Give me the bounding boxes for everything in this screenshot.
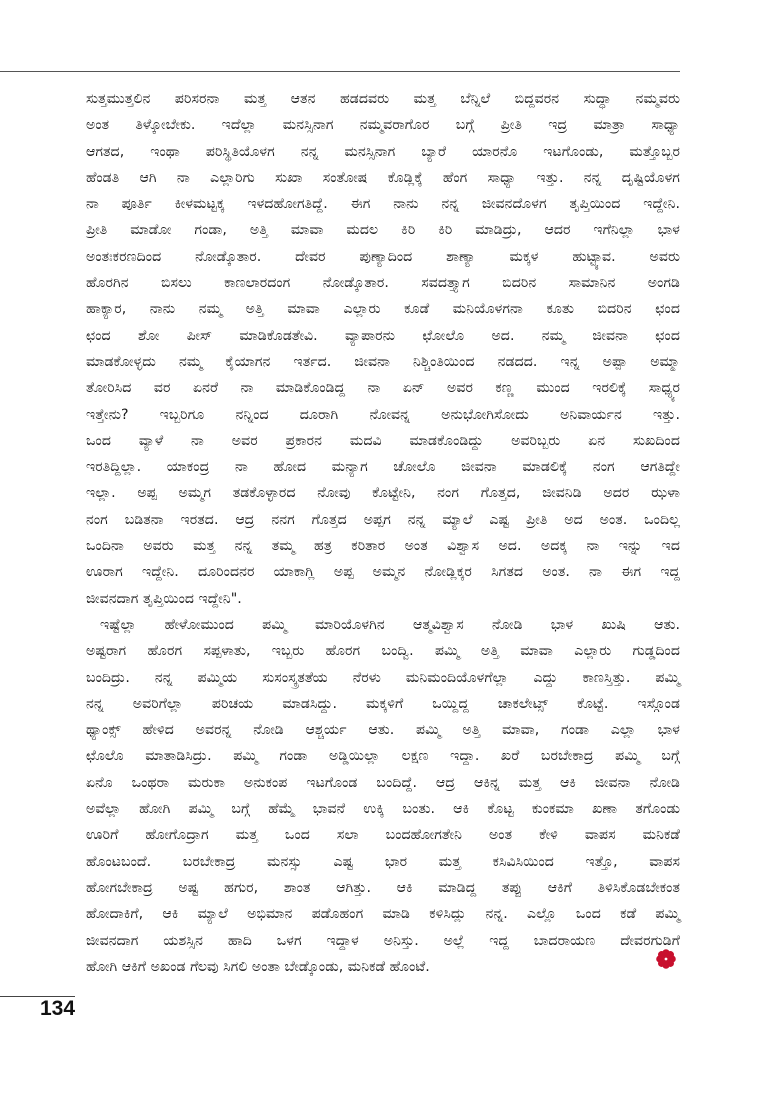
paragraph-1 [86,86,680,612]
paragraph-2 [86,612,680,980]
text-line: ಅಷ್ಟರಾಗ ಹೊರಗ ಸಪ್ಪಳಾತು, ಇಬ್ಬರು ಹೊರಗ ಬಂದ್ವಿ. ಪಮ್ಮಿ ಅತ್ತಿ ಮಾವಾ ಎಲ್ಲಾರು ಗುಡ್ಡದಿಂದ [86,643,680,660]
text-line: ನಾ ಪೂರ್ತಿ ಕೀಳಮಟ್ಟಕ್ಕ ಇಳದಹೋಗತಿದ್ದೆ. ಈಗ ನಾನು ನನ್ನ ಜೀವನದೊಳಗ ತೃಪ್ತಿಯಿಂದ ಇದ್ದೇನಿ. [86,196,680,213]
flower-ornament-icon [655,948,677,970]
text-line: ಇಷ್ಟೆಲ್ಲಾ ಹೇಳೋಮುಂದ ಪಮ್ಮಿ ಮಾರಿಯೊಳಗಿನ ಆತ್ಮವಿಶ್ವಾಸ ನೋಡಿ ಭಾಳ ಖುಷಿ ಆತು. [100,616,680,633]
page-number: 134 [40,997,76,1020]
text-line: ಸುತ್ತಮುತ್ತಲಿನ ಪರಿಸರನಾ ಮತ್ತ ಆತನ ಹಡದವರು ಮತ್ತ ಬೆನ್ನಿಲೆ ಬಿದ್ದವರನ ಸುದ್ಧಾ ನಮ್ಮವರು [86,91,680,107]
text-line: ಪ್ರೀತಿ ಮಾಡೋ ಗಂಡಾ, ಅತ್ತಿ ಮಾವಾ ಮದಲ ಕಿರಿ ಕಿರಿ ಮಾಡಿದ್ರು, ಆದರ ಇಗೆನಿಲ್ಲಾ ಭಾಳ [86,222,680,239]
text-line: ಮಾಡಕೋಳ್ಳದು ನಮ್ಮ ಕೈಯಾಗನ ಇರ್ತದ. ಜೀವನಾ ನಿಶ್ಚಿಂತಿಯಿಂದ ನಡದದ. ಇನ್ನ ಅಪ್ಪಾ ಅಮ್ಮಾ [86,353,680,370]
text-line: ಅಂತಃಕರಣದಿಂದ ನೋಡ್ಕೊತಾರ. ದೇವರ ಪುಣ್ಯಾದಿಂದ ಶಾಣ್ಯಾ ಮಕ್ಕಳ ಹುಟ್ಟ್ಯಾವ. ಅವರು [86,248,680,265]
text-line: ಒಂದ ವ್ಯಾಳೆ ನಾ ಅವರ ಪ್ರಕಾರನ ಮದವಿ ಮಾಡಕೊಂಡಿದ್ದು ಅವರಿಬ್ಬರು ಏನ ಸುಖದಿಂದ [86,432,680,449]
text-line: ಹೋಗಿ ಆಕಿಗೆ ಅಖಂಡ ಗೆಲವು ಸಿಗಲಿ ಅಂತಾ ಬೇಡ್ಕೊಂಡು, ಮನಿಕಡೆ ಹೊಂಟೆ. [86,958,430,975]
page-body [86,86,680,980]
text-line: ಇಲ್ಲಾ. ಅಪ್ಪ ಅಮ್ಮಗ ತಡಕೊಳ್ಳಾರದ ನೋವು ಕೊಟ್ಟೇನಿ, ನಂಗ ಗೊತ್ತದ, ಜೀವನಿಡಿ ಅದರ ಝಳಾ [86,485,680,502]
text-line: ಆಗತದ, ಇಂಥಾ ಪರಿಸ್ಥಿತಿಯೊಳಗ ನನ್ನ ಮನಸ್ಸಿನಾಗ ಬ್ಯಾರೆ ಯಾರನೊ ಇಟಗೊಂಡು, ಮತ್ತೊಬ್ಬರ [86,143,680,160]
text-line: ಒಂದಿನಾ ಅವರು ಮತ್ತ ನನ್ನ ತಮ್ಮ ಹತ್ರ ಕರಿತಾರ ಅಂತ ವಿಶ್ವಾಸ ಅದ. ಅದಕ್ಕ ನಾ ಇನ್ನು ಇದ [86,538,680,555]
header-rule [0,71,680,72]
text-line: ಥ್ಯಾಂಕ್ಸ್ ಹೇಳಿದ ಅವರನ್ನ ನೋಡಿ ಆಶ್ಚರ್ಯ ಆತು. ಪಮ್ಮಿ ಅತ್ತಿ ಮಾವಾ, ಗಂಡಾ ಎಲ್ಲಾ ಭಾಳ [86,722,680,739]
text-line: ಹೋದಾಕಿಗೆ, ಆಕಿ ಮ್ಯಾಲೆ ಅಭಿಮಾನ ಪಡೊಹಂಗ ಮಾಡಿ ಕಳಿಸಿದ್ಲು ನನ್ನ. ಎಲ್ಲೊ ಒಂದ ಕಡೆ ಪಮ್ಮಿ [86,906,680,923]
text-line: ಹೊಂಟಬಂದೆ. ಬರಬೇಕಾದ್ರ ಮನಸ್ಸು ಎಷ್ಟ ಭಾರ ಮತ್ತ ಕಸಿವಿಸಿಯಿಂದ ಇತ್ತೊ, ವಾಪಸ [86,853,680,870]
text-line: ಬಂದಿದ್ರು. ನನ್ನ ಪಮ್ಮಿಯ ಸುಸಂಸ್ಕ್ರತತೆಯ ನೆರಳು ಮನಿಮಂದಿಯೊಳಗೆಲ್ಲಾ ಎದ್ದು ಕಾಣಸ್ತಿತ್ತು. ಪಮ್ಮಿ [86,669,680,686]
text-line: ನನ್ನ ಅವರಿಗೆಲ್ಲಾ ಪರಿಚಯ ಮಾಡಸಿದ್ದು. ಮಕ್ಕಳಿಗೆ ಒಯ್ದಿದ್ದ ಚಾಕಲೇಟ್ಸ್ ಕೊಟ್ಟೆ. ಇಸ್ಗೊಂಡ [86,695,680,712]
text-line: ತೋರಿಸಿದ ವರ ಏನರೆ ನಾ ಮಾಡಿಕೊಂಡಿದ್ದ ನಾ ಏನ್ ಅವರ ಕಣ್ಣ ಮುಂದ ಇರಲಿಕ್ಕೆ ಸಾಧ್ಯ್ಯರ [86,380,680,397]
text-line: ಏನೊ ಒಂಥರಾ ಮರುಕಾ ಅನುಕಂಪ ಇಟಗೊಂಡ ಬಂದಿದ್ದೆ. ಆದ್ರ ಆಕಿನ್ನ ಮತ್ತ ಆಕಿ ಜೀವನಾ ನೋಡಿ [86,774,680,791]
text-line: ಜೀವನದಾಗ ಯಶಸ್ಸಿನ ಹಾದಿ ಒಳಗ ಇದ್ದಾಳ ಅನಿಸ್ತು. ಅಲ್ಲೆ ಇದ್ದ ಬಾದರಾಯಣ ದೇವರಗುಡಿಗೆ [86,932,680,949]
text-line: ಅಂತ ತಿಳ್ಕೋಬೇಕು. ಇದೆಲ್ಲಾ ಮನಸ್ಸಿನಾಗ ನಮ್ಮವರಾಗೊರ ಬಗ್ಗೆ ಪ್ರೀತಿ ಇದ್ರ ಮಾತ್ರಾ ಸಾಧ್ಯಾ [86,117,680,134]
text-line: ಅವೆಲ್ಲಾ ಹೋಗಿ ಪಮ್ಮಿ ಬಗ್ಗೆ ಹೆಮ್ಮೆ ಭಾವನೆ ಉಕ್ಕಿ ಬಂತು. ಆಕಿ ಕೊಟ್ಟ ಕುಂಕಮಾ ಖಣಾ ತಗೊಂಡು [86,801,680,818]
text-line: ಹೆಂಡತಿ ಆಗಿ ನಾ ಎಲ್ಲಾರಿಗು ಸುಖಾ ಸಂತೋಷ ಕೊಡ್ಲಿಕ್ಕೆ ಹೆಂಗ ಸಾಧ್ಯಾ ಇತ್ತು. ನನ್ನ ದೃಷ್ಟಿಯೊಳಗ [86,169,680,186]
text-line: ಇರತಿದ್ದಿಲ್ಲಾ. ಯಾಕಂದ್ರ ನಾ ಹೋದ ಮನ್ಯಾಗ ಚೋಲೊ ಜೀವನಾ ಮಾಡಲಿಕ್ಕೆ ನಂಗ ಆಗತಿದ್ದೇ [86,459,680,476]
text-line: ಛಂದ ಶೋ ಪೀಸ್ ಮಾಡಿಕೊಡತೇವಿ. ವ್ಯಾಪಾರನು ಛೋಲೊ ಅದ. ನಮ್ಮ ಜೀವನಾ ಛಂದ [86,327,680,344]
text-line: ನಂಗ ಬಡಿತನಾ ಇರತದ. ಆದ್ರ ನನಗ ಗೊತ್ತದ ಅಪ್ಪಗ ನನ್ನ ಮ್ಯಾಲೆ ಎಷ್ಟ ಪ್ರೀತಿ ಅದ ಅಂತ. ಒಂದಿಲ್ಲ [86,511,680,528]
text-line: ಇತ್ತೇನು? ಇಬ್ಬರಿಗೂ ನನ್ನಿಂದ ದೂರಾಗಿ ನೋವನ್ನ ಅನುಭೋಗಿಸೋದು ಅನಿವಾರ್ಯನ ಇತ್ತು. [86,406,680,423]
text-line: ಹೋಗಬೇಕಾದ್ರ ಅಷ್ಟ ಹಗುರ, ಶಾಂತ ಆಗಿತ್ತು. ಆಕಿ ಮಾಡಿದ್ದ ತಪ್ಪು ಆಕಿಗೆ ತಿಳಿಸಿಕೊಡಬೇಕಂತ [86,879,680,896]
text-line: ಹೊರಗಿನ ಬಿಸಲು ಕಾಣಲಾರದಂಗ ನೋಡ್ಕೊತಾರ. ಸವದತ್ತ್ಯಾಗ ಬಿದರಿನ ಸಾಮಾನಿನ ಅಂಗಡಿ [86,275,680,292]
text-line: ಛೊಲೊ ಮಾತಾಡಿಸಿದ್ರು. ಪಮ್ಮಿ ಗಂಡಾ ಅಡ್ಡಿಯಿಲ್ಲಾ ಲಕ್ಷಣ ಇದ್ದಾ. ಖರೆ ಬರಬೇಕಾದ್ರ ಪಮ್ಮಿ ಬಗ್ಗೆ [86,748,680,765]
text-line: ಹಾಕ್ಯಾರ, ನಾನು ನಮ್ಮ ಅತ್ತಿ ಮಾವಾ ಎಲ್ಲಾರು ಕೂಡೆ ಮನಿಯೊಳಗನಾ ಕೂತು ಬಿದರಿನ ಛಂದ [86,301,680,318]
text-line: ಊರಾಗ ಇದ್ದೇನಿ. ದೂರಿಂದನರ ಯಾಕಾಗ್ಲಿ ಅಪ್ಪ ಅಮ್ಮನ ನೋಡ್ಲಿಕ್ಕರ ಸಿಗತದ ಅಂತ. ನಾ ಈಗ ಇದ್ದ [86,564,680,581]
text-line: ಜೀವನದಾಗ ತೃಪ್ತಿಯಿಂದ ಇದ್ದೇನಿ". [86,590,242,607]
text-line: ಊರಿಗೆ ಹೋಗೊದ್ರಾಗ ಮತ್ತ ಒಂದ ಸಲಾ ಬಂದಹೋಗತೇನಿ ಅಂತ ಕೇಳಿ ವಾಪಸ ಮನಿಕಡೆ [86,827,680,844]
